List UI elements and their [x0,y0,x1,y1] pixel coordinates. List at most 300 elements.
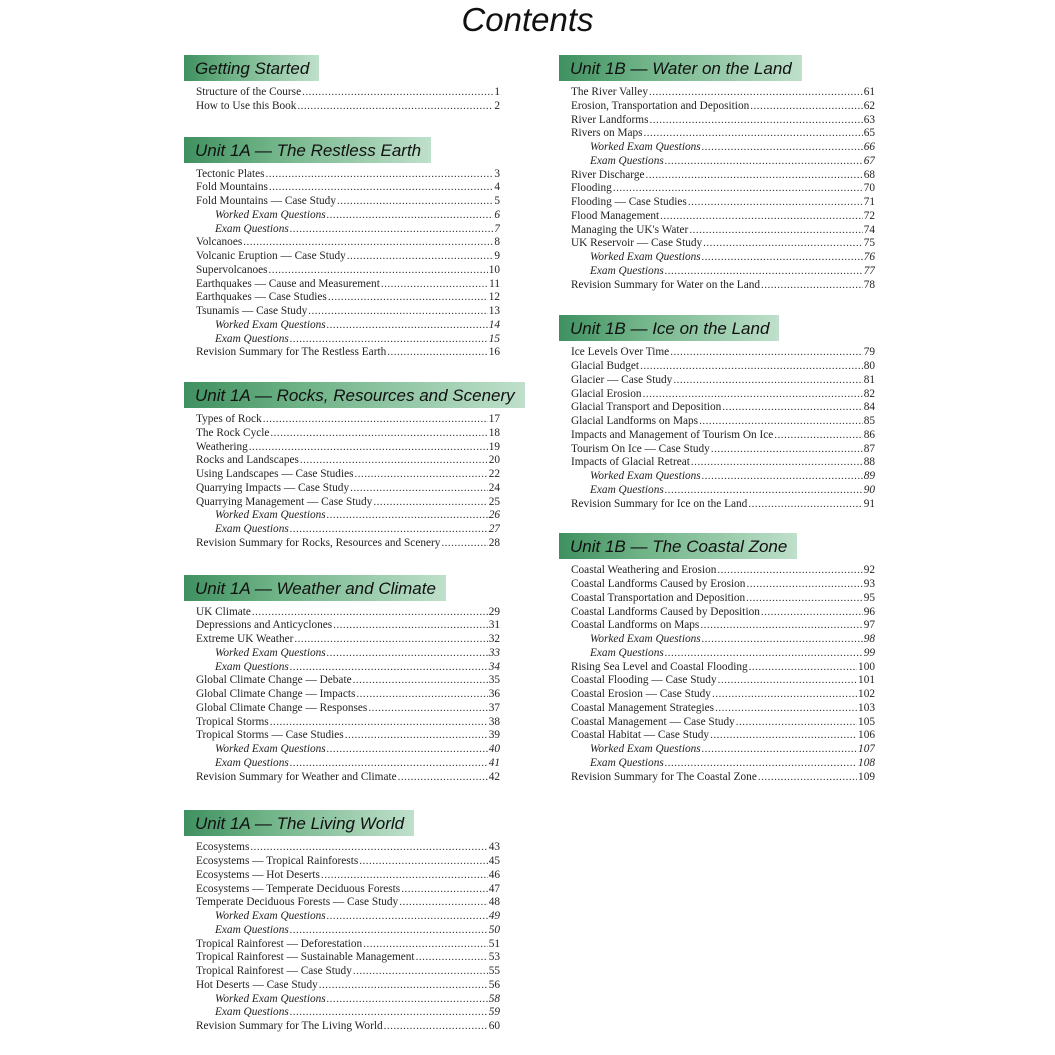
contents-entry [196,1020,500,1034]
entry-page-number: 45 [488,855,500,867]
contents-entry [571,155,875,169]
entry-page-number: 28 [488,536,500,549]
entry-page-number: 18 [488,426,500,439]
entry-title: Exam Questions [590,264,664,277]
contents-entry [196,209,500,223]
entry-title: Worked Exam Questions [590,470,701,482]
entry-page-number: 6 [494,208,500,221]
contents-entry [196,195,500,209]
dot-leader [347,250,494,264]
contents-entry [571,470,875,484]
contents-entry [196,938,500,952]
entry-title: Impacts of Glacial Retreat [571,456,690,469]
contents-entry [196,619,500,633]
entry-page-number: 86 [863,428,875,441]
entry-title: Coastal Management — Case Study [571,715,735,728]
entry-title: River Discharge [571,168,645,181]
entry-title: Tectonic Plates [196,167,265,180]
entry-page-number: 32 [488,633,500,645]
entry-page-number: 7 [494,222,500,235]
dot-leader [355,468,488,482]
contents-entry [571,716,875,730]
dot-leader [270,716,488,730]
entry-page-number: 96 [863,605,875,618]
entry-title: Revision Summary for The Restless Earth [196,346,387,359]
contents-section [184,810,500,1034]
contents-entry [571,127,875,141]
dot-leader [441,537,487,551]
dot-leader [249,441,488,455]
contents-section [559,533,875,784]
entry-page-number: 63 [863,113,875,126]
dot-leader [290,1006,488,1020]
entry-title: Exam Questions [215,756,289,769]
contents-entry [571,429,875,443]
dot-leader [356,688,487,702]
entry-title: Glacial Erosion [571,387,642,400]
dot-leader [308,305,487,319]
contents-entry [571,279,875,293]
entry-page-number: 88 [863,456,875,469]
dot-leader [398,771,488,785]
contents-entry [571,578,875,592]
dot-leader [643,388,863,402]
dot-leader [381,278,488,292]
entry-title: Ecosystems — Hot Deserts [196,868,320,881]
contents-entry [571,443,875,457]
entry-title: The Rock Cycle [196,426,270,439]
entry-title: Exam Questions [215,923,289,936]
entry-title: Fold Mountains [196,181,268,194]
dot-leader [327,910,488,924]
dot-leader [670,346,863,360]
contents-entry [196,965,500,979]
entry-title: Hot Deserts — Case Study [196,978,318,991]
entry-title: Glacial Budget [571,360,640,372]
entry-page-number: 107 [858,743,875,755]
entry-title: Volcanoes [196,236,243,249]
entry-title: River Landforms [571,113,649,126]
entry-title: Using Landscapes — Case Studies [196,468,354,480]
dot-leader [327,743,488,757]
section-heading: Unit 1A — The Restless Earth [184,137,431,163]
contents-list [571,86,875,292]
entry-page-number: 84 [863,401,875,414]
entry-title: Rocks and Landscapes [196,454,299,467]
entry-page-number: 1 [494,86,500,98]
entry-page-number: 102 [858,688,875,700]
entry-page-number: 12 [488,291,500,304]
dot-leader [736,716,857,730]
dot-leader [327,319,488,333]
entry-title: Coastal Management Strategies [571,701,715,714]
dot-leader [294,633,487,647]
entry-title: Glacial Landforms on Maps [571,415,699,427]
entry-title: Volcanic Eruption — Case Study [196,250,346,262]
entry-title: Exam Questions [215,523,289,535]
entry-page-number: 101 [858,674,875,687]
contents-entry [571,114,875,128]
dot-leader [319,979,488,993]
entry-title: Worked Exam Questions [590,141,701,153]
entry-page-number: 89 [863,470,875,482]
entry-title: Depressions and Anticyclones [196,619,333,632]
contents-entry [196,951,500,965]
entry-title: UK Reservoir — Case Study [571,237,703,250]
dot-leader [297,100,493,114]
entry-title: Quarrying Management — Case Study [196,495,373,508]
entry-page-number: 55 [488,965,500,977]
dot-leader [761,606,863,620]
entry-title: Exam Questions [590,483,664,496]
contents-entry [196,537,500,551]
entry-title: Earthquakes — Cause and Measurement [196,277,380,290]
entry-title: Global Climate Change — Impacts [196,688,356,700]
entry-page-number: 66 [863,141,875,153]
dot-leader [712,688,857,702]
dot-leader [401,883,488,897]
dot-leader [702,743,857,757]
dot-leader [746,578,862,592]
dot-leader [302,86,493,100]
dot-leader [327,209,494,223]
entry-title: Types of Rock [196,413,262,425]
contents-entry [571,757,875,771]
entry-page-number: 106 [858,729,875,742]
entry-title: Exam Questions [215,332,289,345]
dot-leader [363,938,488,952]
contents-entry [196,743,500,757]
entry-title: Revision Summary for Ice on the Land [571,497,748,510]
entry-title: Revision Summary for Rocks, Resources and Scenery [196,536,441,549]
entry-page-number: 47 [488,882,500,895]
contents-entry [571,484,875,498]
dot-leader [750,100,862,114]
entry-title: Revision Summary for The Coastal Zone [571,770,757,783]
dot-leader [252,606,488,620]
entry-title: Exam Questions [215,660,289,673]
entry-page-number: 40 [488,743,500,755]
dot-leader [266,168,494,182]
contents-entry [196,910,500,924]
contents-entry [571,633,875,647]
entry-title: Ice Levels Over Time [571,346,670,359]
entry-title: Worked Exam Questions [590,743,701,755]
entry-title: Ecosystems — Temperate Deciduous Forests [196,882,401,895]
entry-title: How to Use this Book [196,99,297,112]
entry-title: Tropical Storms — Case Studies [196,729,344,742]
dot-leader [263,413,488,427]
contents-entry [571,237,875,251]
dot-leader [650,114,863,128]
entry-page-number: 100 [858,660,875,673]
contents-entry [571,86,875,100]
contents-entry [571,674,875,688]
entry-title: Extreme UK Weather [196,633,294,645]
dot-leader [290,523,488,537]
contents-entry [571,224,875,238]
entry-page-number: 13 [488,305,500,317]
entry-page-number: 80 [863,360,875,372]
entry-title: Temperate Deciduous Forests — Case Study [196,896,399,909]
dot-leader [337,195,493,209]
entry-page-number: 31 [488,619,500,632]
entry-page-number: 75 [863,237,875,250]
entry-page-number: 5 [494,195,500,207]
contents-entry [196,236,500,250]
dot-leader [665,647,863,661]
entry-page-number: 65 [863,127,875,140]
entry-page-number: 36 [488,688,500,700]
dot-leader [270,427,487,441]
entry-title: Ecosystems [196,841,250,854]
entry-title: Worked Exam Questions [215,509,326,522]
entry-page-number: 33 [488,646,500,659]
dot-leader [290,661,488,675]
contents-entry [571,415,875,429]
contents-section [184,575,500,785]
contents-entry [196,319,500,333]
entry-page-number: 49 [488,910,500,922]
dot-leader [702,470,863,484]
contents-entry [571,456,875,470]
contents-entry [196,979,500,993]
entry-title: Revision Summary for Weather and Climate [196,770,397,783]
contents-list [196,606,500,785]
contents-entry [571,771,875,785]
contents-entry [196,168,500,182]
entry-page-number: 11 [489,277,500,290]
dot-leader [746,592,863,606]
entry-title: Global Climate Change — Debate [196,674,352,687]
contents-entry [196,896,500,910]
entry-title: Exam Questions [590,756,664,769]
entry-title: Tsunamis — Case Study [196,305,308,317]
entry-page-number: 20 [488,454,500,467]
contents-entry [571,265,875,279]
entry-title: Weathering [196,440,248,453]
entry-page-number: 42 [488,770,500,783]
page-title: Contents [461,1,594,38]
contents-entry [196,688,500,702]
dot-leader [665,484,863,498]
entry-page-number: 35 [488,674,500,687]
entry-page-number: 56 [488,978,500,991]
entry-page-number: 103 [858,701,875,714]
contents-entry [571,401,875,415]
entry-title: Flooding — Case Studies [571,196,687,208]
entry-page-number: 61 [863,86,875,98]
contents-section [559,55,875,292]
entry-title: Revision Summary for Water on the Land [571,278,761,291]
entry-title: Tropical Rainforest — Deforestation [196,937,363,950]
entry-page-number: 3 [494,167,500,180]
dot-leader [702,251,863,265]
entry-page-number: 25 [488,495,500,508]
contents-section [559,315,875,511]
dot-leader [345,729,488,743]
entry-page-number: 70 [863,182,875,195]
dot-leader [749,661,857,675]
entry-page-number: 90 [863,483,875,496]
entry-page-number: 79 [863,346,875,359]
entry-page-number: 22 [488,468,500,480]
entry-title: Erosion, Transportation and Deposition [571,99,750,112]
entry-title: UK Climate [196,605,251,618]
dot-leader [715,702,857,716]
dot-leader [373,496,487,510]
dot-leader [359,855,487,869]
entry-page-number: 14 [488,318,500,331]
contents-entry [196,924,500,938]
entry-page-number: 8 [494,236,500,249]
entry-page-number: 109 [858,770,875,783]
entry-title: Supervolcanoes [196,263,268,276]
entry-page-number: 93 [863,578,875,590]
left-column [184,55,515,1034]
dot-leader [665,155,863,169]
entry-page-number: 77 [863,264,875,277]
contents-entry [196,441,500,455]
entry-title: Ecosystems — Tropical Rainforests [196,855,359,867]
entry-title: Coastal Habitat — Case Study [571,729,710,742]
entry-title: Worked Exam Questions [215,208,326,221]
contents-entry [196,278,500,292]
contents-entry [196,181,500,195]
dot-leader [387,346,487,360]
entry-page-number: 67 [863,154,875,167]
entry-title: Coastal Erosion — Case Study [571,688,711,700]
entry-title: Flooding [571,182,612,195]
contents-entry [196,757,500,771]
dot-leader [327,647,488,661]
dot-leader [333,619,488,633]
dot-leader [691,456,863,470]
contents-section [184,382,515,551]
right-column [559,55,875,784]
dot-leader [321,869,488,883]
entry-page-number: 76 [863,251,875,263]
contents-section [184,55,500,114]
entry-title: Flood Management [571,209,660,222]
entry-title: Worked Exam Questions [215,646,326,659]
entry-title: Exam Questions [590,646,664,659]
dot-leader [689,224,862,238]
dot-leader [290,223,494,237]
dot-leader [649,86,863,100]
entry-page-number: 87 [863,442,875,455]
dot-leader [416,951,488,965]
dot-leader [758,771,857,785]
dot-leader [327,993,488,1007]
dot-leader [290,924,488,938]
entry-page-number: 68 [863,168,875,181]
contents-entry [196,729,500,743]
contents-list [196,168,500,361]
entry-page-number: 99 [863,646,875,659]
entry-title: Exam Questions [590,154,664,167]
entry-page-number: 41 [488,756,500,769]
contents-entry [196,869,500,883]
dot-leader [665,265,863,279]
dot-leader [384,1020,488,1034]
entry-title: Tourism On Ice — Case Study [571,442,710,455]
contents-entry [196,223,500,237]
entry-page-number: 29 [488,605,500,618]
contents-entry [571,498,875,512]
dot-leader [748,498,862,512]
entry-title: Coastal Weathering and Erosion [571,564,717,577]
entry-title: Exam Questions [215,1006,289,1019]
entry-title: Coastal Transportation and Deposition [571,591,746,604]
contents-entry [196,523,500,537]
entry-title: Impacts and Management of Tourism On Ice [571,428,774,441]
entry-page-number: 27 [488,523,500,535]
contents-entry [196,674,500,688]
dot-leader [673,374,862,388]
contents-entry [196,468,500,482]
contents-entry [196,482,500,496]
entry-page-number: 97 [863,619,875,632]
dot-leader [300,454,488,468]
dot-leader [702,633,863,647]
entry-page-number: 62 [863,99,875,112]
contents-list [196,841,500,1034]
dot-leader [711,443,863,457]
contents-entry [571,100,875,114]
entry-page-number: 105 [858,715,875,728]
dot-leader [774,429,862,443]
contents-list [571,346,875,511]
entry-title: Rivers on Maps [571,127,643,140]
entry-title: Rising Sea Level and Coastal Flooding [571,660,748,673]
entry-title: Tropical Rainforest — Sustainable Management [196,951,415,964]
dot-leader [644,127,863,141]
entry-title: Coastal Landforms Caused by Erosion [571,578,746,590]
contents-entry [196,496,500,510]
entry-title: Worked Exam Questions [590,251,701,263]
contents-section [184,137,500,361]
entry-title: Glacier — Case Study [571,373,673,386]
contents-entry [196,333,500,347]
contents-entry [571,606,875,620]
entry-page-number: 78 [863,278,875,291]
contents-entry [571,729,875,743]
contents-entry [571,564,875,578]
entry-title: Worked Exam Questions [215,743,326,755]
contents-list [571,564,875,784]
entry-title: Exam Questions [215,222,289,235]
dot-leader [660,210,863,224]
dot-leader [761,279,863,293]
entry-title: Tropical Storms [196,715,269,728]
contents-entry [196,250,500,264]
dot-leader [269,264,488,278]
entry-title: Worked Exam Questions [215,318,326,331]
contents-entry [571,702,875,716]
entry-page-number: 24 [488,481,500,494]
entry-page-number: 72 [863,209,875,222]
contents-entry [571,688,875,702]
contents-entry [196,606,500,620]
contents-list [196,86,500,114]
section-heading: Unit 1B — Ice on the Land [559,315,779,341]
entry-title: Revision Summary for The Living World [196,1020,383,1032]
contents-entry [571,251,875,265]
entry-page-number: 26 [488,509,500,522]
entry-page-number: 91 [863,497,875,510]
entry-page-number: 85 [863,415,875,427]
